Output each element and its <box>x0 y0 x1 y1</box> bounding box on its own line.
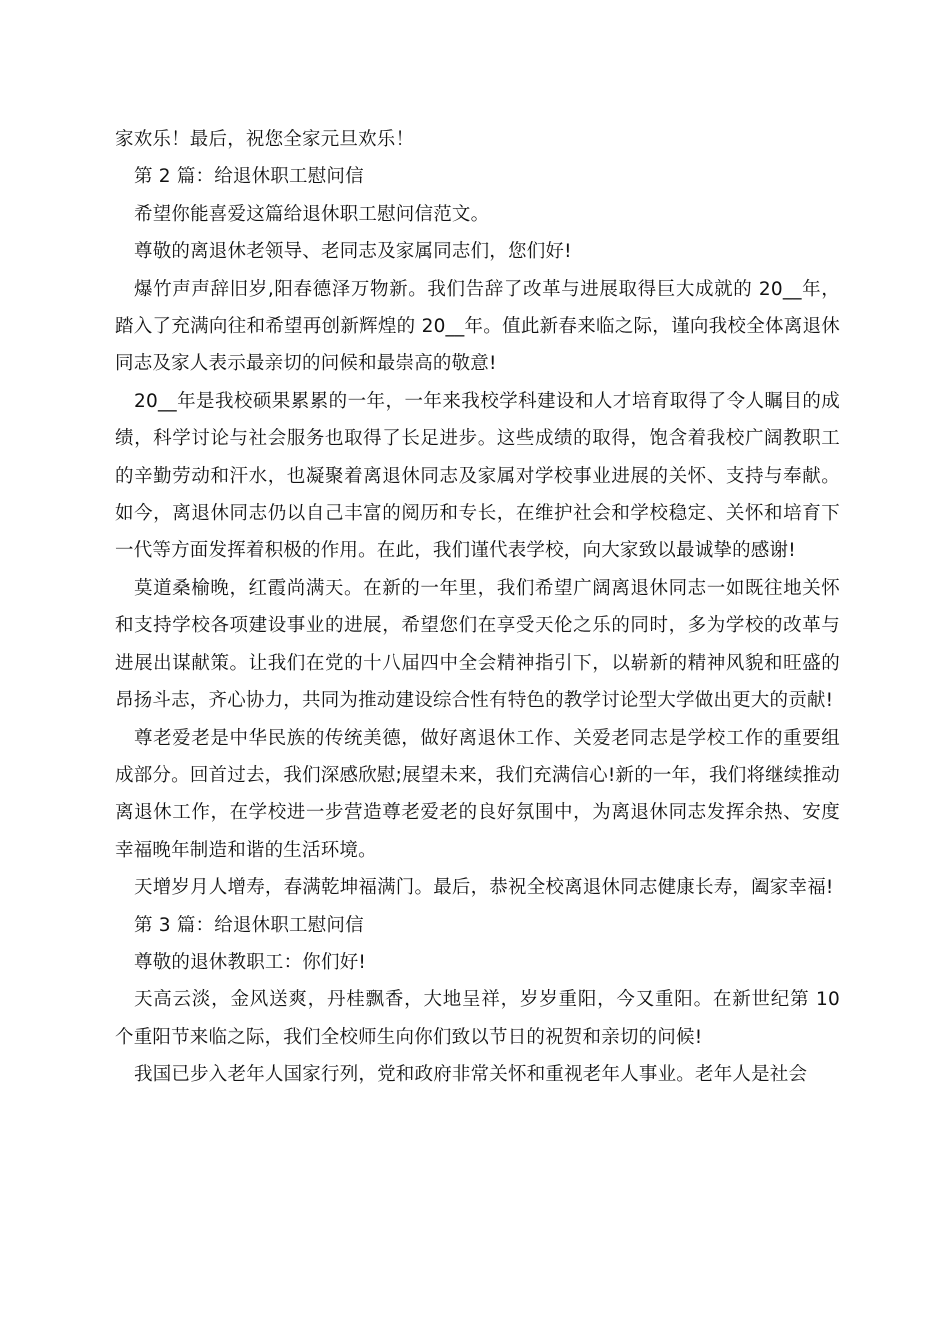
paragraph-achievements: 20__年是我校硕果累累的一年，一年来我校学科建设和人才培育取得了令人瞩目的成绩，科学讨论与社会服务也取得了长足进步。这些成绩的取得，饱含着我校广阔教职工的辛勤劳动和汗水，也凝聚着离退休同志及家属对学校事业进展的关怀、支持与奉献。如今，离退休同志仍以自己丰富的阅历和专长，在维护社会和学校稳定、关怀和培育下一代等方面发挥着积极的作用。在此，我们谨代表学校，向大家致以最诚挚的感谢! <box>115 390 840 562</box>
paragraph-salutation: 尊敬的离退休老领导、老同志及家属同志们，您们好! <box>134 241 572 263</box>
paragraph-blessing: 天增岁月人增寿，春满乾坤福满门。最后，恭祝全校离退休同志健康长寿，阖家幸福! <box>134 877 834 899</box>
paragraph-salutation-3: 尊敬的退休教职工：你们好! <box>134 951 367 973</box>
section-heading-2: 第 2 篇：给退休职工慰问信 <box>134 166 364 188</box>
paragraph-intro: 希望你能喜爱这篇给退休职工慰问信范文。 <box>134 203 490 225</box>
paragraph-hopes: 莫道桑榆晚，红霞尚满天。在新的一年里，我们希望广阔离退休同志一如既往地关怀和支持学校各项建设事业的进展，希望您们在享受天伦之乐的同时，多为学校的改革与进展出谋献策。让我们在党的十八届四中全会精神指引下，以崭新的精神风貌和旺盛的昂扬斗志，齐心协力，共同为推动建设综合性有特色的教学讨论型大学做出更大的贡献! <box>115 577 840 712</box>
paragraph-new-year: 爆竹声声辞旧岁,阳春德泽万物新。我们告辞了改革与进展取得巨大成就的 20__年，踏入了充满向往和希望再创新辉煌的 20__年。值此新春来临之际，谨向我校全体离退休同志及家人表示最亲切的问候和最崇高的敬意! <box>115 278 840 375</box>
paragraph-closing-fragment: 家欢乐！最后，祝您全家元旦欢乐！ <box>115 129 415 150</box>
document-body <box>115 121 840 1094</box>
paragraph-aging-society: 我国已步入老年人国家行列，党和政府非常关怀和重视老年人事业。老年人是社会 <box>134 1064 808 1086</box>
paragraph-respect: 尊老爱老是中华民族的传统美德，做好离退休工作、关爱老同志是学校工作的重要组成部分。回首过去，我们深感欣慰;展望未来，我们充满信心!新的一年，我们将继续推动离退休工作，在学校进一步营造尊老爱老的良好氛围中，为离退休同志发挥余热、安度幸福晚年制造和谐的生活环境。 <box>115 727 840 861</box>
section-heading-3: 第 3 篇：给退休职工慰问信 <box>134 914 364 936</box>
paragraph-double-ninth: 天高云淡，金风送爽，丹桂飘香，大地呈祥，岁岁重阳，今又重阳。在新世纪第 10 个重阳节来临之际，我们全校师生向你们致以节日的祝贺和亲切的问候! <box>115 989 840 1048</box>
